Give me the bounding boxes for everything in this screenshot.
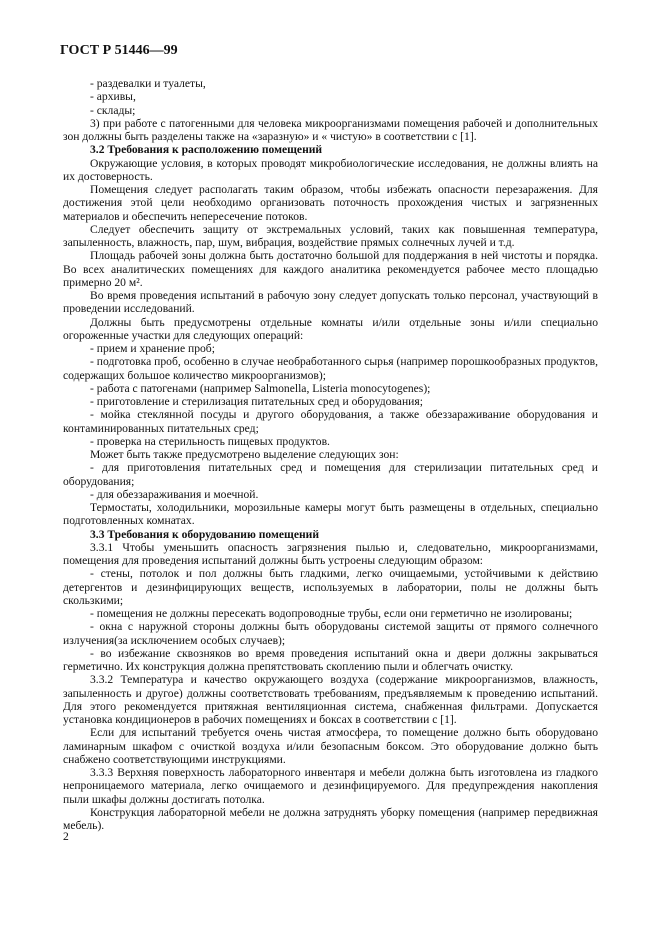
paragraph: Во время проведения испытаний в рабочую зону следует допускать только персонал, участвующий в проведении исследований. xyxy=(63,289,598,316)
section-heading-3-2: 3.2 Требования к расположению помещений xyxy=(90,143,323,157)
paragraph: Конструкция лабораторной мебели не должна затруднять уборку помещения (например передвижная мебель). xyxy=(63,805,598,832)
paragraph: 3) при работе с патогенными для человека микроорганизмами помещения рабочей и дополнительных зон должны быть разделены также на «заразную» и « чистую» в соответствии с [1]. xyxy=(63,116,598,143)
section-heading-3-3: 3.3 Требования к оборудованию помещений xyxy=(90,527,320,541)
list-item: - помещения не должны пересекать водопроводные трубы, если они герметично не изолированы; xyxy=(90,607,573,620)
list-item: - приготовление и стерилизация питательных сред и оборудования; xyxy=(90,395,423,408)
paragraph: Термостаты, холодильники, морозильные камеры могут быть размещены в отдельных, специально подготовленных комнатах. xyxy=(63,501,598,528)
list-item: - раздевалки и туалеты, xyxy=(90,77,206,90)
paragraph: Окружающие условия, в которых проводят микробиологические исследования, не должны влиять на их достоверность. xyxy=(63,156,598,183)
paragraph: Должны быть предусмотрены отдельные комнаты и/или отдельные зоны и/или специально огороженные участки для следующих операций: xyxy=(63,315,598,342)
list-item: - склады; xyxy=(90,103,136,117)
list-item: - во избежание сквозняков во время проведения испытаний окна и двери должны закрываться герметично. Их конструкция должна препятствовать скоплению пыли и облегчать очистку. xyxy=(63,646,598,673)
document-body xyxy=(63,77,598,832)
paragraph: 3.3.1 Чтобы уменьшить опасность загрязнения пылью и, следовательно, микроорганизмами, помещения для проведения испытаний должны быть устроены следующим образом: xyxy=(63,540,598,567)
paragraph: Площадь рабочей зоны должна быть достаточно большой для поддержания в ней чистоты и порядка. Во всех аналитических помещениях для каждого аналитика рекомендуется рабочее место площадью примерно 20 м². xyxy=(63,249,598,289)
paragraph: Если для испытаний требуется очень чистая атмосфера, то помещение должно быть оборудовано ламинарным шкафом с очисткой воздуха и/или безопасным боксом. Это оборудование должно быть снабжено соответствующими инструкциями. xyxy=(63,726,598,766)
list-item: - работа с патогенами (например Salmonella, Listeria monocytogenes); xyxy=(90,381,431,395)
list-item: - архивы, xyxy=(90,90,136,104)
list-item: - окна с наружной стороны должны быть оборудованы системой защиты от прямого солнечного излучения(за исключением особых случаев); xyxy=(63,620,598,647)
list-item: - для приготовления питательных сред и помещения для стерилизации питательных сред и оборудования; xyxy=(63,461,598,488)
list-item: - мойка стеклянной посуды и другого оборудования, а также обеззараживание оборудования и контаминированных питательных сред; xyxy=(63,408,598,435)
paragraph: Помещения следует располагать таким образом, чтобы избежать опасности перезаражения. Для достижения этой цели необходимо организовать поточность прохождения чистых и загрязненных материалов и обеспечить непересечение потоков. xyxy=(63,183,598,223)
page-number: 2 xyxy=(63,830,69,843)
paragraph: Следует обеспечить защиту от экстремальных условий, таких как повышенная температура, запыленность, влажность, пар, шум, вибрация, воздействие прямых солнечных лучей и т.д. xyxy=(63,222,598,249)
list-item: - прием и хранение проб; xyxy=(90,342,215,355)
paragraph: 3.3.3 Верхняя поверхность лабораторного инвентаря и мебели должна быть изготовлена из гладкого непроницаемого материала, легко очищаемого и дезинфицируемого. Для предупреждения накопления пыли шкафы должны достигать потолка. xyxy=(63,766,598,806)
standard-header: ГОСТ Р 51446—99 xyxy=(60,43,178,58)
paragraph: 3.3.2 Температура и качество окружающего воздуха (содержание микроорганизмов, влажность, запыленность и другое) должны соответствовать требованиям, предъявляемым к проведению испытаний. Для этого рекомендуется притяжная вентиляционная система, снабженная фильтрами. Допускается установка кондиционеров в рабочих помещениях и боксах в соответствии с [1]. xyxy=(63,673,598,726)
list-item: - проверка на стерильность пищевых продуктов. xyxy=(90,434,330,448)
paragraph: Может быть также предусмотрено выделение следующих зон: xyxy=(90,448,399,461)
list-item: - стены, потолок и пол должны быть гладкими, легко очищаемыми, устойчивыми к действию детергентов и дезинфицирующих веществ, используемых в лаборатории, полы не должны быть скользкими; xyxy=(63,567,598,607)
list-item: - подготовка проб, особенно в случае необработанного сырья (например порошкообразных продуктов, содержащих большое количество микроорганизмов); xyxy=(63,355,598,382)
list-item: - для обеззараживания и моечной. xyxy=(90,487,259,501)
